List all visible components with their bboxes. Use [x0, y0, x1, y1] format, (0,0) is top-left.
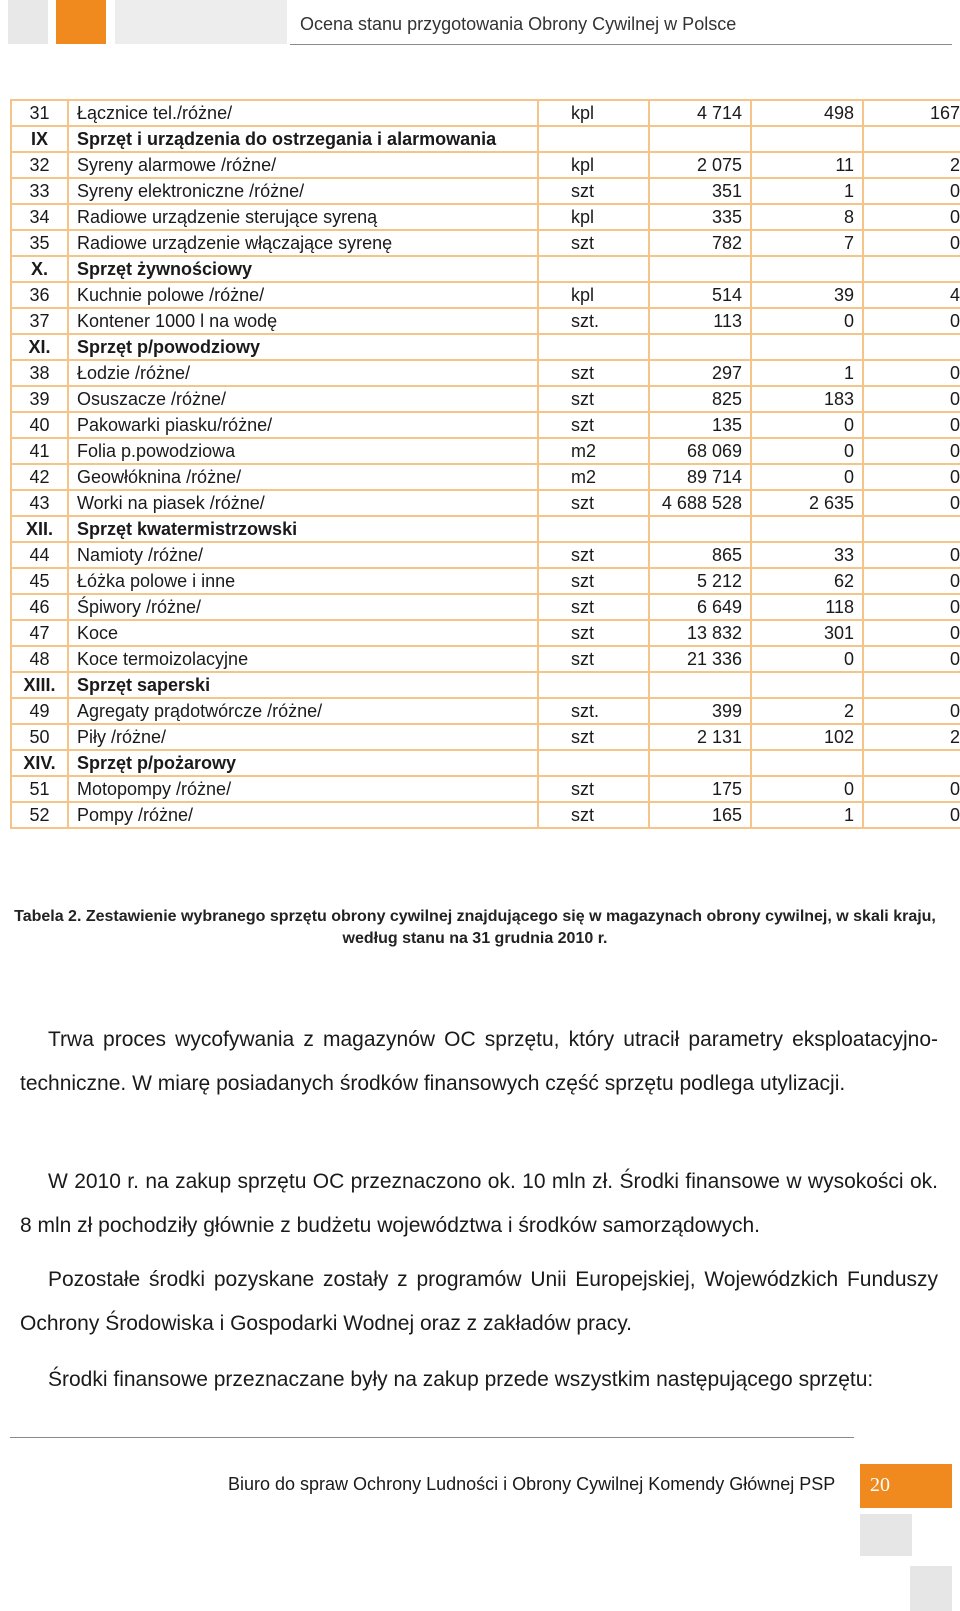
footer-gray-block-2 [910, 1566, 952, 1611]
quantity-1-cell: 297 [649, 360, 751, 386]
quantity-2-cell: 301 [751, 620, 863, 646]
quantity-3-cell [863, 256, 960, 282]
paragraph-1-text: Trwa proces wycofywania z magazynów OC sprzętu, który utracił parametry eksploatacyjno-techniczne. W miarę posiadanych środków finansowych część sprzętu podlega utylizacji. [20, 1028, 938, 1095]
quantity-1-cell: 4 714 [649, 100, 751, 126]
quantity-2-cell: 0 [751, 438, 863, 464]
quantity-2-cell: 7 [751, 230, 863, 256]
row-number-cell: 41 [11, 438, 68, 464]
quantity-3-cell [863, 516, 960, 542]
quantity-1-cell [649, 516, 751, 542]
row-number-cell: XIV. [11, 750, 68, 776]
quantity-1-cell: 865 [649, 542, 751, 568]
paragraph-2-text: W 2010 r. na zakup sprzętu OC przeznaczono ok. 10 mln zł. Środki finansowe w wysokości ok. 8 mln zł pochodziły głównie z budżetu województwa i środków samorządowych. [20, 1170, 938, 1237]
quantity-2-cell: 11 [751, 152, 863, 178]
table-row [11, 230, 960, 256]
quantity-1-cell: 4 688 528 [649, 490, 751, 516]
section-row [11, 334, 960, 360]
table-row [11, 568, 960, 594]
item-name-cell: Syreny elektroniczne /różne/ [68, 178, 538, 204]
quantity-2-cell: 1 [751, 360, 863, 386]
row-number-cell: 35 [11, 230, 68, 256]
page-number: 20 [870, 1474, 890, 1496]
table-row [11, 620, 960, 646]
row-number-cell: 33 [11, 178, 68, 204]
equipment-table [10, 99, 960, 829]
unit-cell: kpl [538, 152, 649, 178]
item-name-cell: Łodzie /różne/ [68, 360, 538, 386]
quantity-3-cell: 0 [863, 490, 960, 516]
unit-cell [538, 256, 649, 282]
item-name-cell: Kontener 1000 l na wodę [68, 308, 538, 334]
item-name-cell: Łącznice tel./różne/ [68, 100, 538, 126]
row-number-cell: 44 [11, 542, 68, 568]
quantity-3-cell: 0 [863, 620, 960, 646]
quantity-2-cell: 39 [751, 282, 863, 308]
quantity-1-cell [649, 256, 751, 282]
header-gray-bar [115, 0, 287, 44]
footer-rule [10, 1437, 854, 1438]
quantity-1-cell: 782 [649, 230, 751, 256]
item-name-cell: Sprzęt kwatermistrzowski [68, 516, 538, 542]
section-row [11, 516, 960, 542]
header-orange-block [56, 0, 106, 44]
item-name-cell: Piły /różne/ [68, 724, 538, 750]
row-number-cell: 36 [11, 282, 68, 308]
unit-cell [538, 516, 649, 542]
quantity-3-cell: 0 [863, 646, 960, 672]
quantity-2-cell: 8 [751, 204, 863, 230]
quantity-1-cell: 135 [649, 412, 751, 438]
quantity-3-cell: 0 [863, 464, 960, 490]
unit-cell: szt [538, 490, 649, 516]
unit-cell: szt [538, 646, 649, 672]
unit-cell: szt [538, 594, 649, 620]
quantity-3-cell: 0 [863, 412, 960, 438]
quantity-3-cell: 0 [863, 204, 960, 230]
quantity-3-cell: 0 [863, 230, 960, 256]
unit-cell: szt [538, 230, 649, 256]
section-row [11, 256, 960, 282]
item-name-cell: Osuszacze /różne/ [68, 386, 538, 412]
quantity-1-cell [649, 334, 751, 360]
quantity-2-cell: 62 [751, 568, 863, 594]
quantity-1-cell [649, 750, 751, 776]
quantity-3-cell: 0 [863, 776, 960, 802]
item-name-cell: Łóżka polowe i inne [68, 568, 538, 594]
paragraph-4-text: Środki finansowe przeznaczane były na zakup przede wszystkim następującego sprzętu: [48, 1368, 874, 1391]
quantity-3-cell: 2 [863, 152, 960, 178]
quantity-1-cell: 2 131 [649, 724, 751, 750]
quantity-1-cell: 399 [649, 698, 751, 724]
item-name-cell: Koce termoizolacyjne [68, 646, 538, 672]
quantity-1-cell: 335 [649, 204, 751, 230]
row-number-cell: 34 [11, 204, 68, 230]
item-name-cell: Agregaty prądotwórcze /różne/ [68, 698, 538, 724]
table-row [11, 594, 960, 620]
quantity-1-cell: 89 714 [649, 464, 751, 490]
unit-cell: szt [538, 620, 649, 646]
quantity-3-cell: 4 [863, 282, 960, 308]
quantity-2-cell: 0 [751, 464, 863, 490]
quantity-2-cell: 0 [751, 308, 863, 334]
quantity-1-cell: 13 832 [649, 620, 751, 646]
item-name-cell: Pakowarki piasku/różne/ [68, 412, 538, 438]
row-number-cell: 51 [11, 776, 68, 802]
item-name-cell: Sprzęt i urządzenia do ostrzegania i alarmowania [68, 126, 538, 152]
item-name-cell: Motopompy /różne/ [68, 776, 538, 802]
quantity-3-cell: 167 [863, 100, 960, 126]
unit-cell: szt [538, 568, 649, 594]
table-row [11, 282, 960, 308]
quantity-1-cell: 175 [649, 776, 751, 802]
unit-cell: szt [538, 412, 649, 438]
row-number-cell: 45 [11, 568, 68, 594]
quantity-2-cell [751, 126, 863, 152]
table-row [11, 646, 960, 672]
row-number-cell: XI. [11, 334, 68, 360]
quantity-3-cell: 0 [863, 594, 960, 620]
section-row [11, 126, 960, 152]
row-number-cell: 40 [11, 412, 68, 438]
quantity-1-cell: 165 [649, 802, 751, 828]
item-name-cell: Folia p.powodziowa [68, 438, 538, 464]
quantity-2-cell: 2 635 [751, 490, 863, 516]
item-name-cell: Sprzęt p/powodziowy [68, 334, 538, 360]
quantity-1-cell: 21 336 [649, 646, 751, 672]
quantity-1-cell: 351 [649, 178, 751, 204]
quantity-3-cell [863, 334, 960, 360]
quantity-1-cell: 2 075 [649, 152, 751, 178]
item-name-cell: Syreny alarmowe /różne/ [68, 152, 538, 178]
row-number-cell: 39 [11, 386, 68, 412]
row-number-cell: XII. [11, 516, 68, 542]
table-row [11, 724, 960, 750]
item-name-cell: Sprzęt p/pożarowy [68, 750, 538, 776]
quantity-2-cell: 0 [751, 412, 863, 438]
table-row [11, 204, 960, 230]
paragraph-2 [20, 1160, 938, 1248]
paragraph-1 [20, 1018, 938, 1106]
row-number-cell: 31 [11, 100, 68, 126]
quantity-2-cell: 0 [751, 646, 863, 672]
item-name-cell: Sprzęt saperski [68, 672, 538, 698]
table-row [11, 360, 960, 386]
quantity-2-cell: 498 [751, 100, 863, 126]
quantity-3-cell: 0 [863, 360, 960, 386]
quantity-2-cell [751, 256, 863, 282]
quantity-2-cell: 0 [751, 776, 863, 802]
item-name-cell: Kuchnie polowe /różne/ [68, 282, 538, 308]
unit-cell: szt [538, 776, 649, 802]
row-number-cell: 43 [11, 490, 68, 516]
footer-gray-block-1 [860, 1514, 912, 1556]
unit-cell: szt. [538, 698, 649, 724]
table-row [11, 776, 960, 802]
paragraph-4 [20, 1358, 938, 1402]
table-caption-line1: Tabela 2. Zestawienie wybranego sprzętu obrony cywilnej znajdującego się w magazynach obrony cywilnej, w skali kraju, [14, 908, 936, 925]
section-row [11, 672, 960, 698]
quantity-3-cell: 0 [863, 386, 960, 412]
quantity-1-cell: 113 [649, 308, 751, 334]
row-number-cell: X. [11, 256, 68, 282]
paragraph-3-text: Pozostałe środki pozyskane zostały z programów Unii Europejskiej, Wojewódzkich Funduszy Ochrony Środowiska i Gospodarki Wodnej oraz z zakładów pracy. [20, 1268, 938, 1335]
table-row [11, 490, 960, 516]
unit-cell: szt [538, 386, 649, 412]
row-number-cell: 47 [11, 620, 68, 646]
row-number-cell: 42 [11, 464, 68, 490]
quantity-2-cell: 33 [751, 542, 863, 568]
section-row [11, 750, 960, 776]
item-name-cell: Radiowe urządzenie włączające syrenę [68, 230, 538, 256]
table-row [11, 464, 960, 490]
table-row [11, 178, 960, 204]
quantity-2-cell [751, 516, 863, 542]
row-number-cell: 52 [11, 802, 68, 828]
row-number-cell: 37 [11, 308, 68, 334]
quantity-2-cell: 1 [751, 802, 863, 828]
row-number-cell: 49 [11, 698, 68, 724]
item-name-cell: Worki na piasek /różne/ [68, 490, 538, 516]
quantity-3-cell: 0 [863, 542, 960, 568]
table-row [11, 542, 960, 568]
quantity-1-cell: 825 [649, 386, 751, 412]
header-rule [290, 44, 952, 45]
unit-cell: szt [538, 178, 649, 204]
quantity-3-cell: 0 [863, 698, 960, 724]
unit-cell: m2 [538, 464, 649, 490]
unit-cell [538, 672, 649, 698]
quantity-3-cell: 0 [863, 438, 960, 464]
unit-cell: szt [538, 724, 649, 750]
quantity-2-cell: 1 [751, 178, 863, 204]
item-name-cell: Śpiwory /różne/ [68, 594, 538, 620]
quantity-3-cell: 0 [863, 308, 960, 334]
unit-cell [538, 126, 649, 152]
quantity-2-cell: 2 [751, 698, 863, 724]
table-caption [10, 906, 940, 950]
row-number-cell: 38 [11, 360, 68, 386]
table-row [11, 386, 960, 412]
row-number-cell: 32 [11, 152, 68, 178]
table-row [11, 308, 960, 334]
unit-cell: szt. [538, 308, 649, 334]
quantity-1-cell: 514 [649, 282, 751, 308]
quantity-1-cell: 68 069 [649, 438, 751, 464]
unit-cell [538, 750, 649, 776]
unit-cell: szt [538, 542, 649, 568]
unit-cell: szt [538, 802, 649, 828]
row-number-cell: 50 [11, 724, 68, 750]
unit-cell: szt [538, 360, 649, 386]
quantity-3-cell [863, 126, 960, 152]
table-caption-line2: według stanu na 31 grudnia 2010 r. [342, 930, 608, 947]
table-row [11, 438, 960, 464]
page-header-title: Ocena stanu przygotowania Obrony Cywilnej w Polsce [300, 14, 737, 34]
item-name-cell: Namioty /różne/ [68, 542, 538, 568]
table-row [11, 802, 960, 828]
table-row [11, 698, 960, 724]
quantity-2-cell [751, 672, 863, 698]
paragraph-3 [20, 1258, 938, 1346]
header-gray-block [8, 0, 48, 44]
quantity-3-cell: 0 [863, 178, 960, 204]
table-row [11, 100, 960, 126]
quantity-3-cell: 0 [863, 568, 960, 594]
quantity-1-cell: 5 212 [649, 568, 751, 594]
quantity-2-cell: 118 [751, 594, 863, 620]
item-name-cell: Radiowe urządzenie sterujące syreną [68, 204, 538, 230]
unit-cell: m2 [538, 438, 649, 464]
equipment-table-body [11, 100, 960, 828]
quantity-2-cell [751, 750, 863, 776]
row-number-cell: IX [11, 126, 68, 152]
unit-cell: kpl [538, 100, 649, 126]
table-row [11, 412, 960, 438]
quantity-1-cell [649, 126, 751, 152]
quantity-3-cell: 0 [863, 802, 960, 828]
item-name-cell: Koce [68, 620, 538, 646]
item-name-cell: Sprzęt żywnościowy [68, 256, 538, 282]
item-name-cell: Pompy /różne/ [68, 802, 538, 828]
unit-cell: kpl [538, 282, 649, 308]
quantity-3-cell: 2 [863, 724, 960, 750]
footer-text: Biuro do spraw Ochrony Ludności i Obrony Cywilnej Komendy Głównej PSP [228, 1474, 836, 1494]
unit-cell: kpl [538, 204, 649, 230]
row-number-cell: 46 [11, 594, 68, 620]
quantity-1-cell: 6 649 [649, 594, 751, 620]
quantity-2-cell [751, 334, 863, 360]
quantity-2-cell: 102 [751, 724, 863, 750]
item-name-cell: Geowłóknina /różne/ [68, 464, 538, 490]
quantity-3-cell [863, 672, 960, 698]
table-row [11, 152, 960, 178]
quantity-3-cell [863, 750, 960, 776]
unit-cell [538, 334, 649, 360]
row-number-cell: 48 [11, 646, 68, 672]
row-number-cell: XIII. [11, 672, 68, 698]
quantity-2-cell: 183 [751, 386, 863, 412]
quantity-1-cell [649, 672, 751, 698]
